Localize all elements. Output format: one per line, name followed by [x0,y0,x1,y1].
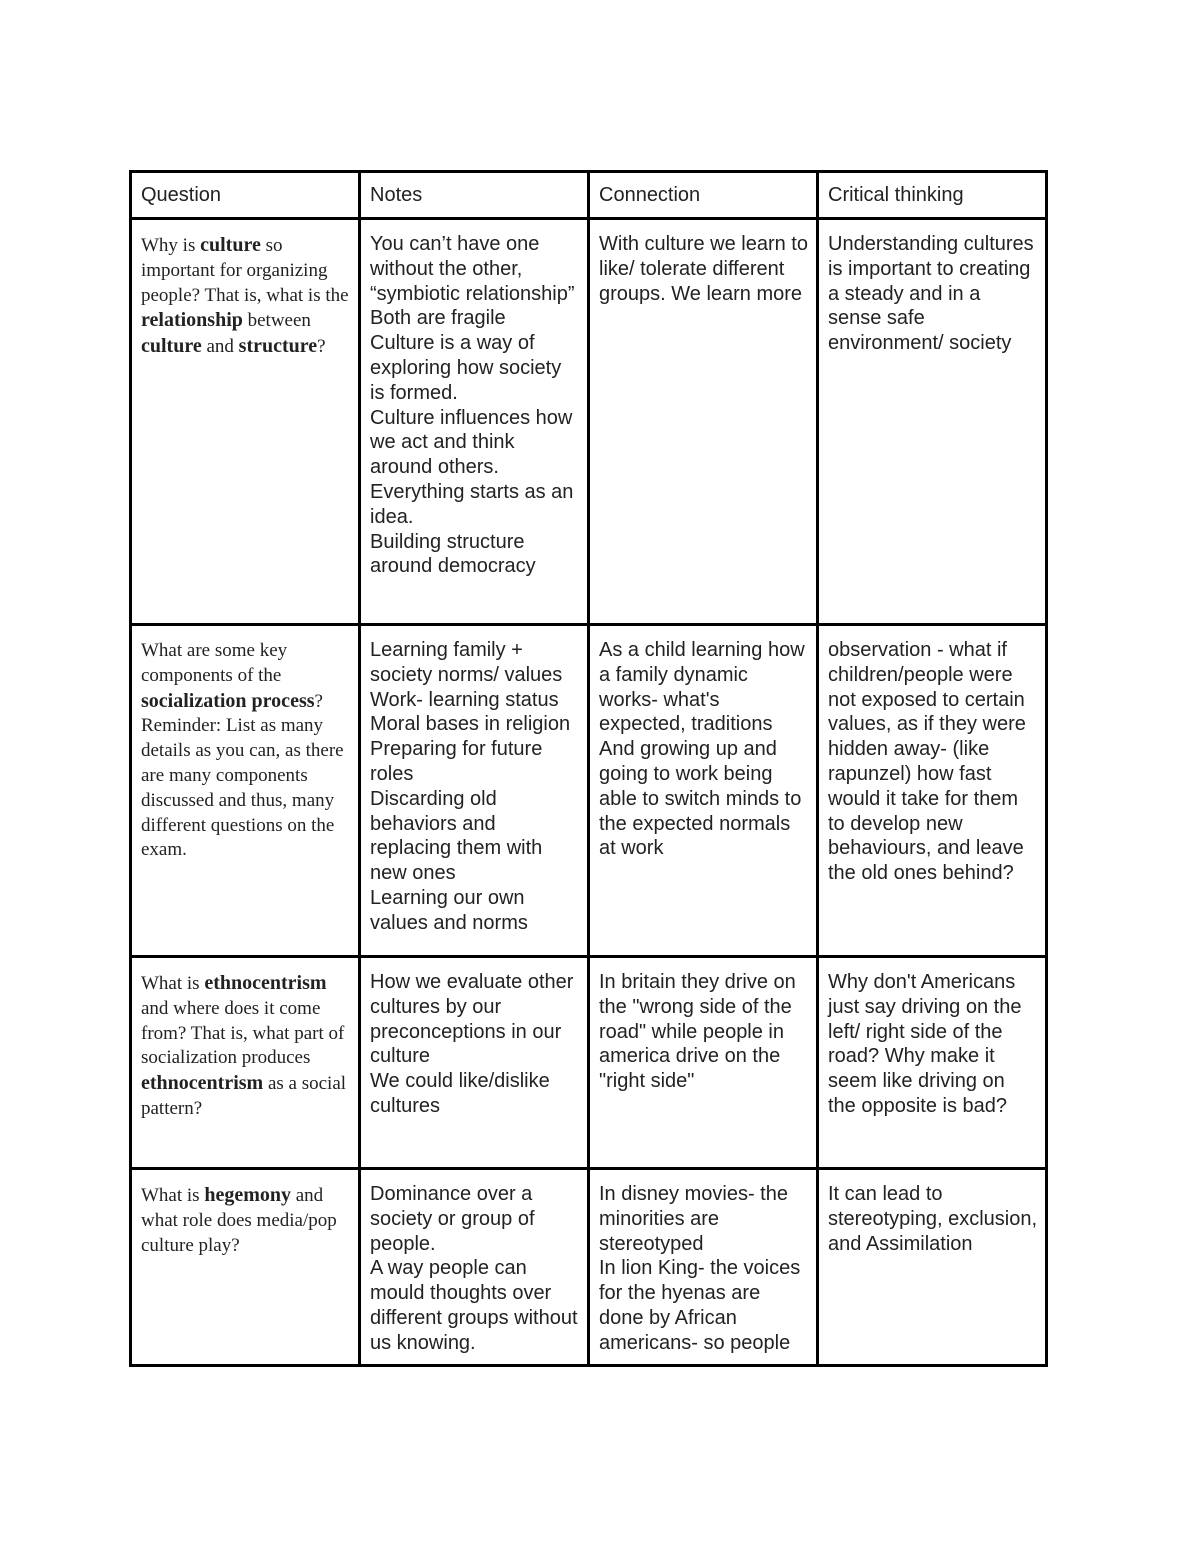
connection-line: In lion King- the voices for the hyenas are done by African americans- so people [599,1257,801,1354]
note-line: Building structure around democracy [370,530,536,578]
critical-thinking-cell [818,625,1047,957]
header-question: Question [131,172,360,219]
connection-cell [589,957,818,1169]
note-line: Work- learning status [370,688,559,711]
connection-line: As a child learning how a family dynamic works- what's expected, traditions [599,639,805,736]
note-line: Preparing for future roles [370,738,543,785]
question-cell: Why is culture so important for organizing people? That is, what is the relationship between culture and structure? [131,219,360,625]
connection-line: In disney movies- the minorities are stereotyped [599,1183,788,1255]
header-row [131,172,1047,219]
connection-line: With culture we learn to like/ tolerate different groups. We learn more [599,233,808,305]
note-line: Everything starts as an idea. [370,480,574,528]
note-line: A way people can mould thoughts over different groups without us knowing. [370,1257,578,1354]
note-line: You can’t have one without the other, “symbiotic relationship” [370,233,575,305]
note-line: Both are fragile [370,307,506,330]
study-notes-table [129,170,1048,1367]
critical-line: Understanding cultures is important to creating a steady and in a sense safe environment/ society [828,233,1034,355]
table-row [131,625,1047,957]
note-line: Discarding old behaviors and replacing them with new ones [370,787,543,885]
table-row [131,219,1047,625]
question-cell: What is hegemony and what role does media/pop culture play? [131,1169,360,1366]
note-line: Culture is a way of exploring how society is formed. [370,332,562,404]
header-connection: Connection [589,172,818,219]
notes-cell [360,219,589,625]
notes-cell [360,625,589,957]
note-line: Moral bases in religion [370,713,571,736]
connection-cell [589,219,818,625]
note-line: Learning family + society norms/ values [370,639,563,686]
header-notes: Notes [360,172,589,219]
note-line: Culture influences how we act and think around others. [370,406,573,479]
critical-thinking-cell [818,957,1047,1169]
notes-cell [360,957,589,1169]
question-cell: What are some key components of the socialization process? Reminder: List as many details as you can, as there are many components discussed and thus, many different questions on the exam. [131,625,360,957]
connection-cell [589,625,818,957]
critical-thinking-cell [818,219,1047,625]
critical-line: Why don't Americans just say driving on the left/ right side of the road? Why make it seem like driving on the opposite is bad? [828,971,1022,1117]
critical-thinking-cell [818,1169,1047,1366]
note-line: Learning our own values and norms [370,886,528,934]
table-row [131,1169,1047,1366]
note-line: Dominance over a society or group of people. [370,1183,535,1255]
note-line: How we evaluate other cultures by our preconceptions in our culture [370,971,574,1068]
critical-line: It can lead to stereotyping, exclusion, and Assimilation [828,1183,1038,1255]
notes-cell [360,1169,589,1366]
question-cell: What is ethnocentrism and where does it come from? That is, what part of socialization produces ethnocentrism as a social pattern? [131,957,360,1169]
connection-line: In britain they drive on the "wrong side of the road" while people in america drive on the "right side" [599,971,796,1093]
table-row [131,957,1047,1169]
connection-line: And growing up and going to work being able to switch minds to the expected normals at work [599,738,802,860]
note-line: We could like/dislike cultures [370,1070,550,1117]
critical-line: observation - what if children/people were not exposed to certain values, as if they were hidden away- (like rapunzel) how fast would it take for them to develop new behaviours, and leave the old ones behind? [828,639,1026,885]
header-critical-thinking: Critical thinking [818,172,1047,219]
connection-cell [589,1169,818,1366]
